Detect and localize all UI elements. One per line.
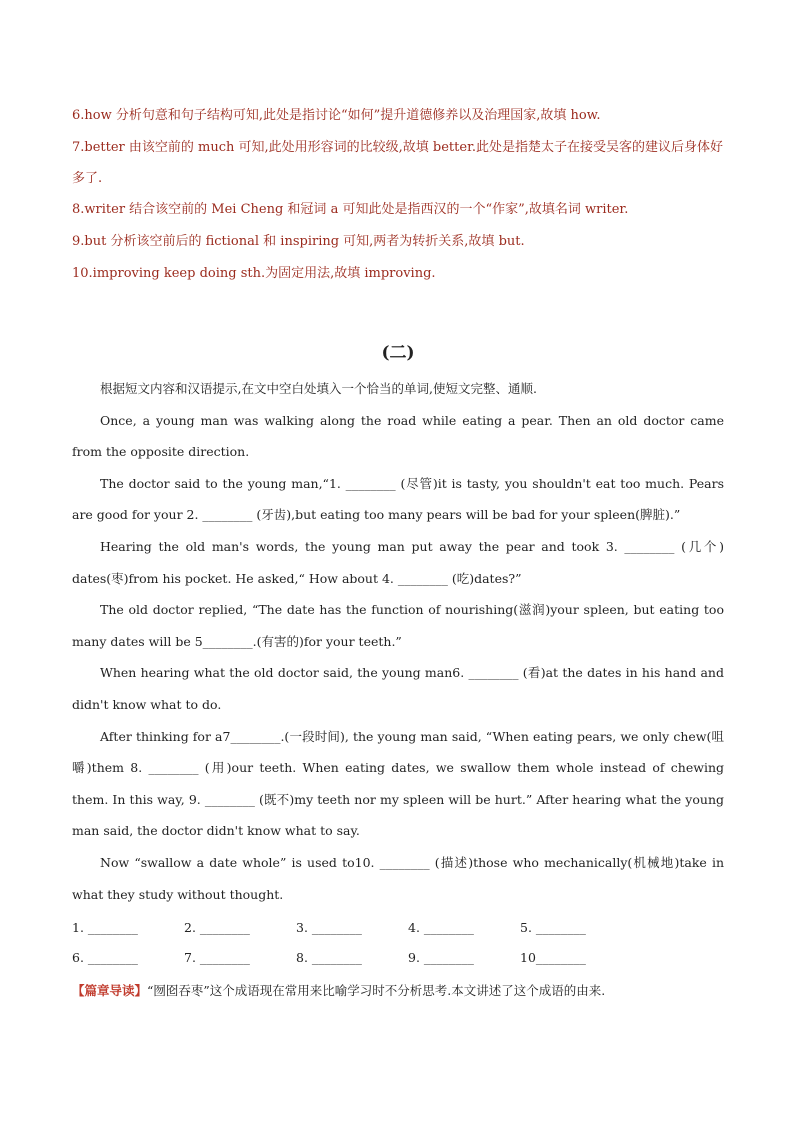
answer-blank[interactable]: 4. ________ — [408, 919, 474, 935]
answer-blank[interactable]: 9. ________ — [408, 949, 474, 965]
answer-blank[interactable]: 10________ — [520, 949, 586, 965]
guide-label: 【篇章导读】 — [72, 983, 148, 998]
section-title: (二) — [381, 343, 415, 363]
answer-blanks — [72, 912, 724, 972]
instruction: 根据短文内容和汉语提示,在文中空白处填入一个恰当的单词,使短文完整、通顺. — [100, 381, 537, 396]
answer-blank[interactable]: 7. ________ — [184, 949, 250, 965]
answer-6: 6.how 分析句意和句子结构可知,此处是指讨论“如何”提升道德修养以及治理国家,故填 how. — [72, 108, 601, 123]
answer-9: 9.but 分析该空前后的 fictional 和 inspiring 可知,两者为转折关系,故填 but. — [72, 234, 525, 249]
paragraph: Once, a young man was walking along the road while eating a pear. Then an old doctor came from the opposite direction. — [72, 412, 724, 460]
passage — [72, 373, 724, 910]
answer-blank[interactable]: 6. ________ — [72, 949, 138, 965]
answer-blank[interactable]: 1. ________ — [72, 919, 138, 935]
paragraph: The old doctor replied, “The date has the function of nourishing(滋润)your spleen, but eating too many dates will be 5________.(有害的)for your teeth.” — [72, 602, 724, 649]
answer-7: 7.better 由该空前的 much 可知,此处用形容词的比较级,故填 better.此处是指楚太子在接受吴客的建议后身体好多了. — [72, 140, 723, 186]
paragraph: Hearing the old man's words, the young man put away the pear and took 3. ________ (几个) dates(枣)from his pocket. He asked,“ How about 4. ________ (吃)dates?” — [72, 538, 724, 586]
guide-text: “囫囵吞枣”这个成语现在常用来比喻学习时不分析思考.本文讲述了这个成语的由来. — [147, 983, 606, 998]
answer-blank[interactable]: 3. ________ — [296, 919, 362, 935]
answer-8: 8.writer 结合该空前的 Mei Cheng 和冠词 a 可知此处是指西汉的一个“作家”,故填名词 writer. — [72, 202, 629, 217]
paragraph: After thinking for a7________.(一段时间), the young man said, “When eating pears, we only chew(咀嚼)them 8. ________ (用)our teeth. When eating dates, we swallow them whole instead of chewing them. In this way, 9. ________ (既不)my teeth nor my spleen will be hurt.” After hearing what the young man said, the doctor didn't know what to say. — [72, 728, 724, 839]
answer-blank[interactable]: 2. ________ — [184, 919, 250, 935]
paragraph: Now “swallow a date whole” is used to10. ________ (描述)those who mechanically(机械地)take in what they study without thought. — [72, 854, 724, 902]
answer-blank[interactable]: 8. ________ — [296, 949, 362, 965]
paragraph: The doctor said to the young man,“1. ________ (尽管)it is tasty, you shouldn't eat too much. Pears are good for your 2. ________ (牙齿),but eating too many pears will be bad for your spleen(脾脏).” — [72, 475, 724, 523]
blank-row-2 — [72, 942, 724, 972]
passage-guide — [72, 981, 732, 999]
blank-row-1 — [72, 912, 724, 942]
paragraph: When hearing what the old doctor said, the young man6. ________ (看)at the dates in his hand and didn't know what to do. — [72, 665, 724, 712]
answer-blank[interactable]: 5. ________ — [520, 919, 586, 935]
answer-explanations — [72, 100, 724, 290]
answer-10: 10.improving keep doing sth.为固定用法,故填 improving. — [72, 266, 436, 281]
